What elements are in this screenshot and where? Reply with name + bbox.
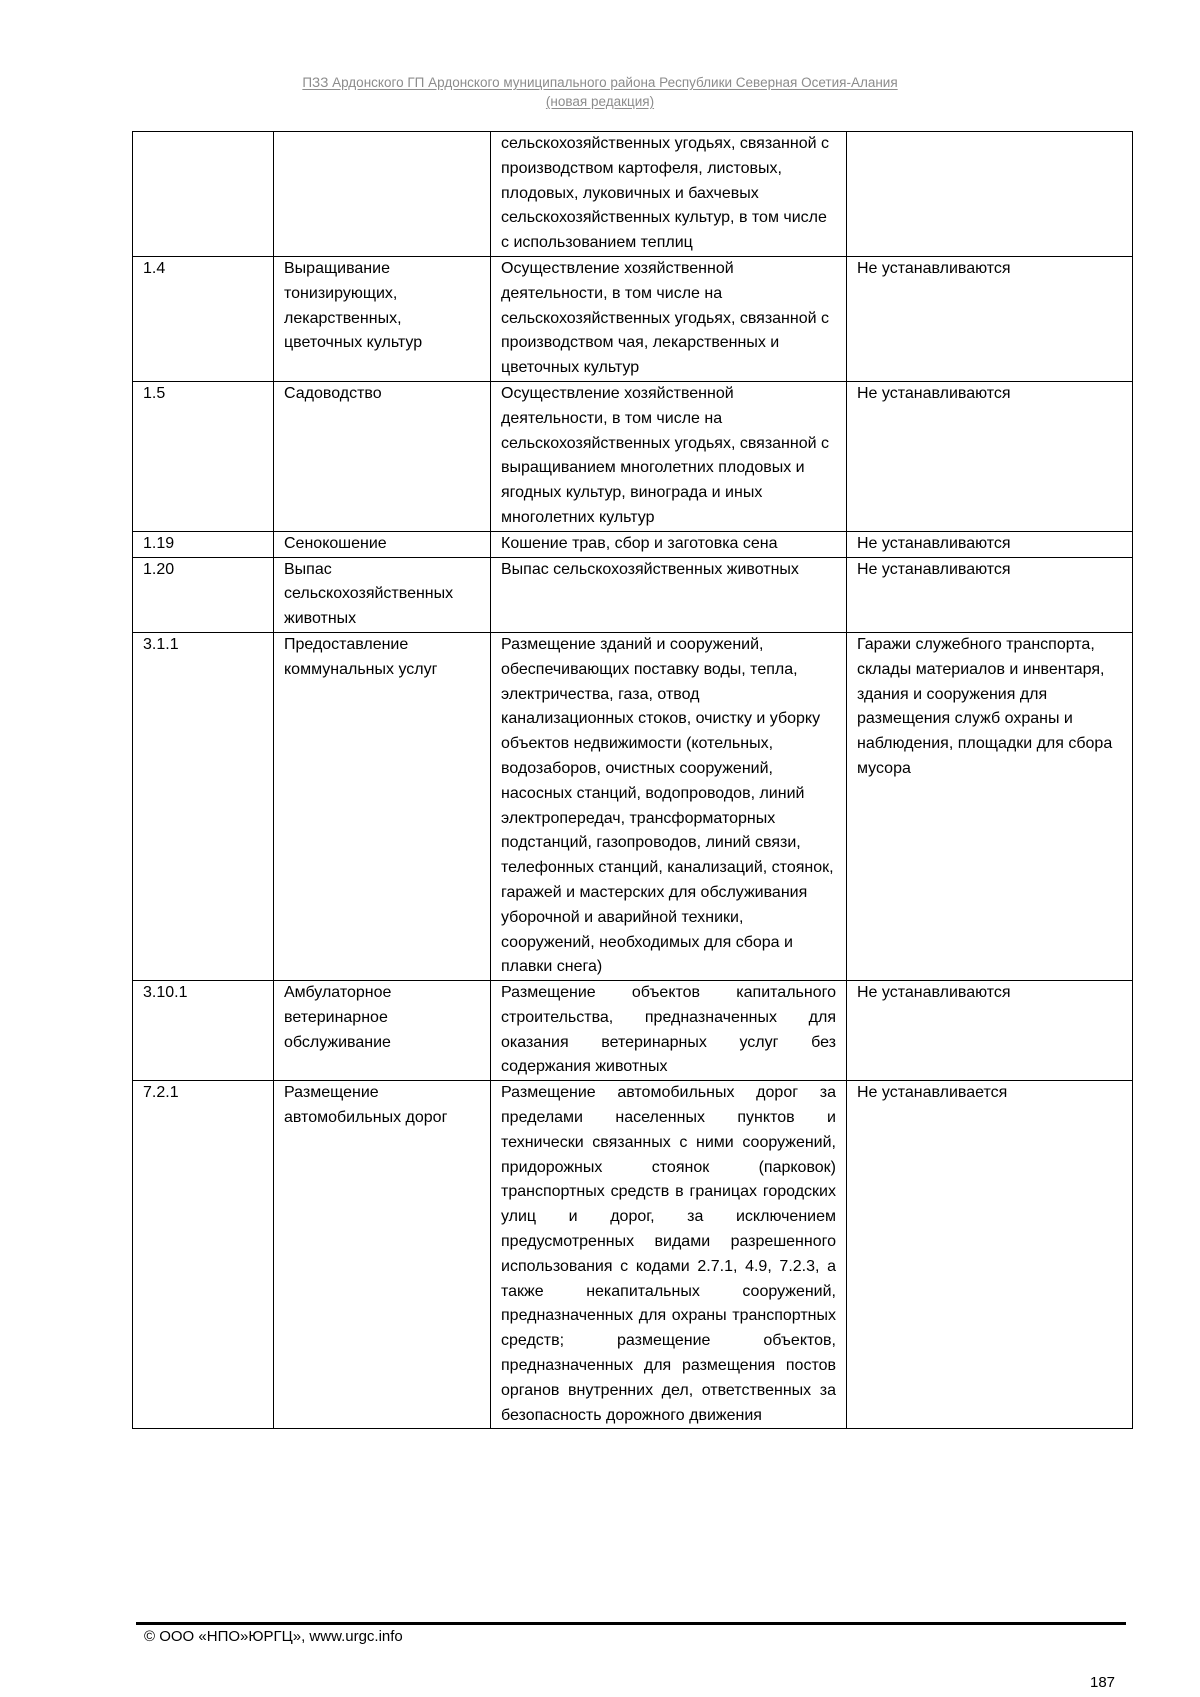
auxiliary-cell — [847, 132, 1133, 257]
description-cell: Размещение автомобильных дорог за пределами населенных пунктов и технически связанных с ними сооружений, придорожных стоянок (парковок) транспортных средств в границах городских улиц и дорог, за исключением предусмотренных видами разрешенного использования с кодами 2.7.1, 4.9, 7.2.3, а также некапитальных сооружений, предназначенных для охраны транспортных средств; размещение объектов, предназначенных для размещения постов органов внутренних дел, ответственных за безопасность дорожного движения — [491, 1081, 847, 1429]
header-title: ПЗЗ Ардонского ГП Ардонского муниципального района Республики Северная Осетия-Алания — [302, 75, 898, 90]
page-number: 187 — [1090, 1674, 1116, 1691]
description-cell: Кошение трав, сбор и заготовка сена — [491, 531, 847, 557]
page-header — [0, 73, 1200, 111]
name-cell: Выпас сельскохозяйственных животных — [274, 557, 491, 632]
description-cell: Осуществление хозяйственной деятельности, в том числе на сельскохозяйственных угодьях, связанной с выращиванием многолетних плодовых и ягодных культур, винограда и иных многолетних культур — [491, 381, 847, 531]
table-row — [133, 132, 1133, 257]
footer-divider — [136, 1622, 1126, 1625]
auxiliary-cell: Не устанавливается — [847, 1081, 1133, 1429]
table-row — [133, 632, 1133, 980]
code-cell: 7.2.1 — [133, 1081, 274, 1429]
name-cell: Амбулаторное ветеринарное обслуживание — [274, 981, 491, 1081]
name-cell: Выращивание тонизирующих, лекарственных, цветочных культур — [274, 256, 491, 381]
description-cell: Осуществление хозяйственной деятельности, в том числе на сельскохозяйственных угодьях, связанной с производством чая, лекарственных и цветочных культур — [491, 256, 847, 381]
auxiliary-cell: Не устанавливаются — [847, 557, 1133, 632]
description-cell: Размещение зданий и сооружений, обеспечивающих поставку воды, тепла, электричества, газа, отвод канализационных стоков, очистку и уборку объектов недвижимости (котельных, водозаборов, очистных сооружений, насосных станций, водопроводов, линий электропередач, трансформаторных подстанций, газопроводов, линий связи, телефонных станций, канализаций, стоянок, гаражей и мастерских для обслуживания уборочной и аварийной техники, сооружений, необходимых для сбора и плавки снега) — [491, 632, 847, 980]
name-cell: Садоводство — [274, 381, 491, 531]
auxiliary-cell: Не устанавливаются — [847, 531, 1133, 557]
code-cell — [133, 132, 274, 257]
footer-copyright: © ООО «НПО»ЮРГЦ», www.urgc.info — [144, 1628, 403, 1645]
code-cell: 1.19 — [133, 531, 274, 557]
name-cell: Предоставление коммунальных услуг — [274, 632, 491, 980]
code-cell: 3.10.1 — [133, 981, 274, 1081]
table-row — [133, 981, 1133, 1081]
name-cell: Размещение автомобильных дорог — [274, 1081, 491, 1429]
table-row — [133, 1081, 1133, 1429]
description-cell: Размещение объектов капитального строительства, предназначенных для оказания ветеринарных услуг без содержания животных — [491, 981, 847, 1081]
auxiliary-cell: Гаражи служебного транспорта, склады материалов и инвентаря, здания и сооружения для размещения служб охраны и наблюдения, площадки для сбора мусора — [847, 632, 1133, 980]
auxiliary-cell: Не устанавливаются — [847, 981, 1133, 1081]
code-cell: 1.5 — [133, 381, 274, 531]
code-cell: 1.20 — [133, 557, 274, 632]
name-cell — [274, 132, 491, 257]
name-cell: Сенокошение — [274, 531, 491, 557]
table-row — [133, 557, 1133, 632]
code-cell: 3.1.1 — [133, 632, 274, 980]
table-row — [133, 531, 1133, 557]
table-row — [133, 381, 1133, 531]
auxiliary-cell: Не устанавливаются — [847, 381, 1133, 531]
description-cell: Выпас сельскохозяйственных животных — [491, 557, 847, 632]
land-use-table — [132, 131, 1133, 1429]
table-row — [133, 256, 1133, 381]
code-cell: 1.4 — [133, 256, 274, 381]
description-cell: сельскохозяйственных угодьях, связанной с производством картофеля, листовых, плодовых, луковичных и бахчевых сельскохозяйственных культур, в том числе с использованием теплиц — [491, 132, 847, 257]
auxiliary-cell: Не устанавливаются — [847, 256, 1133, 381]
header-subtitle: (новая редакция) — [545, 94, 655, 109]
